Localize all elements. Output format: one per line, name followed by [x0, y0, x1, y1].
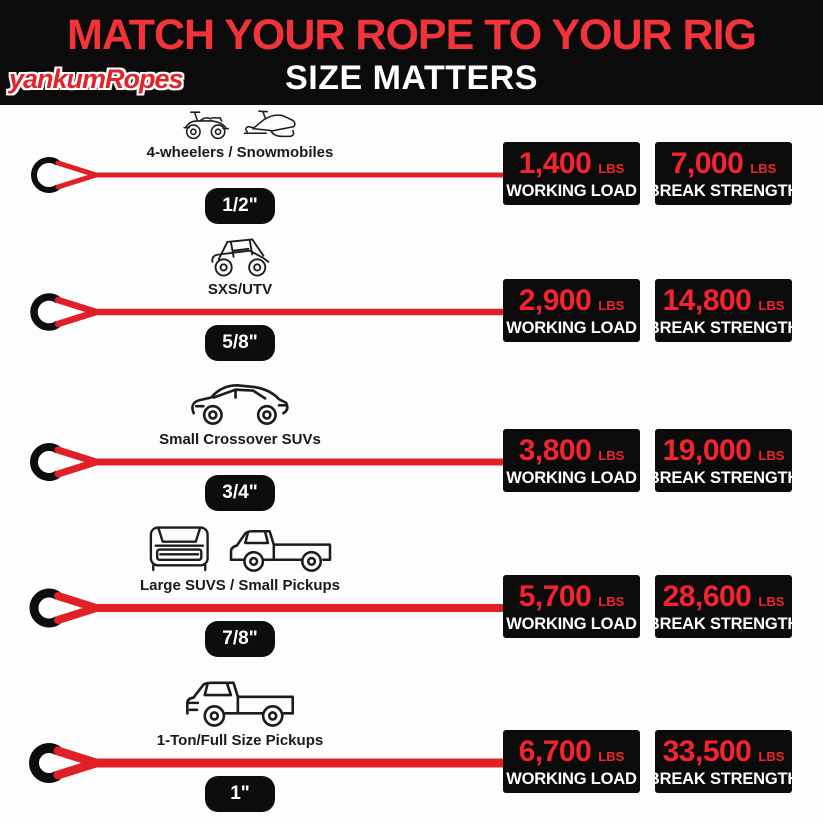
vehicle-label: Small Crossover SUVs [159, 431, 321, 448]
vehicle-label: SXS/UTV [207, 281, 273, 298]
vehicle-block [90, 368, 390, 448]
break-strength-box [647, 279, 800, 342]
rope-loop-black-arc [34, 297, 58, 327]
break-strength-value-row [663, 580, 785, 614]
working-load-box [503, 429, 640, 492]
vehicle-label: 1-Ton/Full Size Pickups [156, 732, 324, 749]
working-load-box [503, 730, 640, 793]
working-load-value: 2,900 [518, 283, 592, 317]
break-strength-box [647, 730, 800, 793]
working-load-value-row [519, 147, 625, 181]
working-load-unit: LBS [598, 593, 625, 609]
rope-size-badge [205, 188, 275, 224]
vehicle-block [90, 516, 390, 594]
working-load-box [503, 279, 640, 342]
vehicle-icons [183, 675, 298, 729]
break-strength-value-row [671, 147, 777, 181]
brand-logo: yankumRopes [9, 64, 183, 94]
break-strength-caption: BREAK STRENGTH [647, 318, 800, 337]
working-load-box [503, 142, 640, 205]
rope-size-badge [205, 325, 275, 361]
rope-size-badge [205, 776, 275, 812]
working-load-caption: WORKING LOAD [506, 468, 637, 487]
page-title: MATCH YOUR ROPE TO YOUR RIG [67, 11, 756, 59]
break-strength-caption: BREAK STRENGTH [647, 468, 800, 487]
rope-loop-black-arc [34, 447, 58, 477]
break-strength-value: 14,800 [662, 283, 752, 317]
working-load-value: 6,700 [518, 734, 592, 768]
working-load-unit: LBS [598, 160, 625, 176]
utv-icon [205, 232, 275, 278]
fullsize-pickup-icon [183, 675, 298, 729]
snowmobile-icon [242, 105, 300, 141]
break-strength-caption: BREAK STRENGTH [647, 769, 800, 788]
break-strength-box [647, 142, 800, 205]
break-strength-box [647, 575, 800, 638]
vehicle-label: 4-wheelers / Snowmobiles [146, 144, 334, 161]
rope-size-label: 1/2" [222, 195, 258, 216]
working-load-unit: LBS [598, 447, 625, 463]
break-strength-box [647, 429, 800, 492]
suv-front-icon [143, 522, 215, 574]
working-load-value-row [519, 284, 625, 318]
vehicle-icons [180, 105, 299, 141]
working-load-caption: WORKING LOAD [506, 181, 637, 200]
break-strength-value: 33,500 [662, 734, 752, 768]
working-load-value: 1,400 [518, 146, 592, 180]
break-strength-value-row [663, 434, 785, 468]
vehicle-icons [205, 232, 275, 278]
rope-loop-red [58, 300, 96, 324]
break-strength-value: 19,000 [662, 433, 752, 467]
working-load-value: 5,700 [518, 579, 592, 613]
small-pickup-icon [226, 522, 337, 574]
rope-size-label: 1" [230, 783, 250, 804]
break-strength-value-row [663, 284, 785, 318]
working-load-caption: WORKING LOAD [506, 769, 637, 788]
header-banner [0, 0, 823, 105]
page-subtitle: SIZE MATTERS [285, 59, 538, 97]
crossover-suv-icon [185, 374, 295, 428]
rope-size-badge [205, 621, 275, 657]
working-load-caption: WORKING LOAD [506, 614, 637, 633]
rope-loop-black-arc [34, 160, 58, 190]
break-strength-caption: BREAK STRENGTH [647, 181, 800, 200]
break-strength-caption: BREAK STRENGTH [647, 614, 800, 633]
rope-loop-red [58, 163, 96, 187]
break-strength-unit: LBS [758, 297, 785, 313]
working-load-value-row [519, 735, 625, 769]
break-strength-unit: LBS [758, 593, 785, 609]
working-load-caption: WORKING LOAD [506, 318, 637, 337]
vehicle-icons [143, 522, 336, 574]
rope-size-label: 7/8" [222, 628, 258, 649]
rope-size-label: 3/4" [222, 482, 258, 503]
working-load-unit: LBS [598, 748, 625, 764]
break-strength-value: 7,000 [670, 146, 744, 180]
working-load-value-row [519, 580, 625, 614]
working-load-box [503, 575, 640, 638]
rope-size-badge [205, 475, 275, 511]
rope-size-label: 5/8" [222, 332, 258, 353]
vehicle-label: Large SUVS / Small Pickups [139, 577, 341, 594]
rope-loop-red [58, 450, 96, 474]
break-strength-value: 28,600 [662, 579, 752, 613]
working-load-unit: LBS [598, 297, 625, 313]
rope-loop-red [58, 751, 96, 775]
rope-loop-red [58, 596, 96, 620]
break-strength-unit: LBS [758, 447, 785, 463]
break-strength-unit: LBS [758, 748, 785, 764]
atv-icon [180, 105, 231, 141]
working-load-value-row [519, 434, 625, 468]
break-strength-unit: LBS [750, 160, 777, 176]
vehicle-icons [185, 374, 295, 428]
vehicle-block [90, 669, 390, 749]
working-load-value: 3,800 [518, 433, 592, 467]
break-strength-value-row [663, 735, 785, 769]
